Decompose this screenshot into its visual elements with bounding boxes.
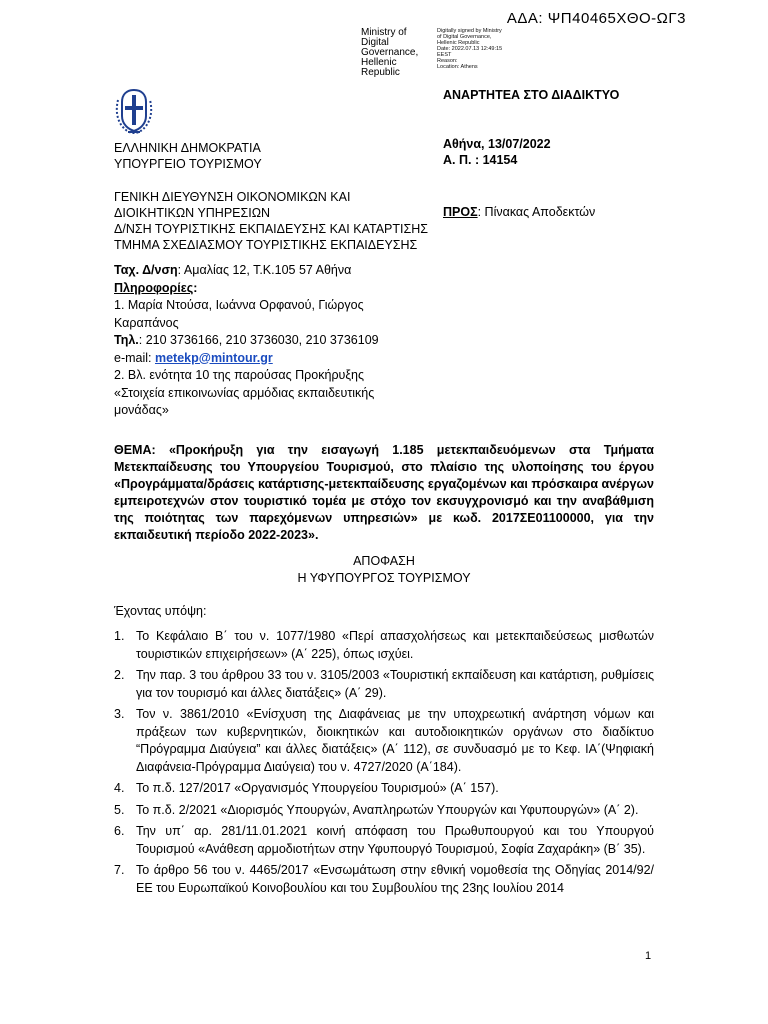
department-line: ΤΜΗΜΑ ΣΧΕΔΙΑΣΜΟΥ ΤΟΥΡΙΣΤΙΚΗΣ ΕΚΠΑΙΔΕΥΣΗΣ bbox=[114, 238, 418, 252]
recipients bbox=[443, 204, 595, 220]
decision-authority: Η ΥΦΥΠΟΥΡΓΟΣ ΤΟΥΡΙΣΜΟΥ bbox=[297, 571, 471, 585]
info-label: Πληροφορίες bbox=[114, 280, 194, 295]
list-item-text: Το π.δ. 2/2021 «Διορισμός Υπουργών, Αναπληρωτών Υπουργών και Υφυπουργών» (Α΄ 2). bbox=[136, 802, 639, 817]
info-line bbox=[114, 280, 404, 298]
email-line bbox=[114, 350, 404, 368]
signature-detail-line: of Digital Governance, bbox=[437, 34, 492, 40]
recipients-value: : Πίνακας Αποδεκτών bbox=[477, 205, 596, 219]
subject-paragraph: ΘΕΜΑ: «Προκήρυξη για την εισαγωγή 1.185 μετεκπαιδευόμενων στα Τμήματα Μετεκπαίδευσης του Υπουργείου Τουρισμού, στο πλαίσιο της υλοποίησης του έργου «Προγράμματα/δράσεις κατάρτισης-μετεκπαίδευσης εργαζομένων και πρόσκαιρα ανέργων εμπειροτεχνών στον τουριστικό τομέα με στόχο τον εκσυγχρονισμό και την αναβάθμιση της ποιότητας των παρεχόμενων υπηρεσιών» με κωδ. 2017ΣΕ01100000, για την εκπαιδευτική περίοδο 2022-2023». bbox=[114, 443, 654, 542]
list-item-text: Την παρ. 3 του άρθρου 33 του ν. 3105/2003 «Τουριστική εκπαίδευση και κατάρτιση, ρυθμίσεις για τον τουρισμό και άλλες διατάξεις» (Α΄ 29). bbox=[136, 668, 654, 700]
list-item-text: Την υπ΄ αρ. 281/11.01.2021 κοινή απόφαση του Πρωθυπουργού και του Υπουργού Τουρισμού «Ανάθεση αρμοδιοτήτων στην Υφυπουργό Τουρισμού, Σοφία Ζαχαράκη» (Β΄ 35). bbox=[136, 824, 654, 856]
page-number: 1 bbox=[645, 950, 652, 962]
people-line: Καραπάνος bbox=[114, 315, 179, 330]
ministry-title: ΥΠΟΥΡΓΕΙΟ ΤΟΥΡΙΣΜΟΥ bbox=[114, 157, 262, 171]
list-item-text: Το π.δ. 127/2017 «Οργανισμός Υπουργείου Τουρισμού» (Α΄ 157). bbox=[136, 781, 499, 795]
address-value: : Αμαλίας 12, Τ.Κ.105 57 Αθήνα bbox=[177, 263, 352, 277]
ada-code: ΑΔΑ: ΨΠ40465ΧΘΟ-ΩΓ3 bbox=[506, 10, 686, 27]
list-item bbox=[114, 802, 654, 820]
signature-detail-line: Location: Athens bbox=[437, 64, 478, 70]
list-item-number: 7. bbox=[114, 863, 125, 877]
greek-coat-of-arms-icon bbox=[114, 86, 154, 134]
signature-name-line: Ministry of Digital bbox=[361, 27, 407, 48]
post-notice: ΑΝΑΡΤΗΤΕΑ ΣΤΟ ΔΙΑΔΙΚΤΥΟ bbox=[443, 88, 620, 102]
recipients-label: ΠΡΟΣ bbox=[443, 205, 478, 219]
reference-line: «Στοιχεία επικοινωνίας αρμόδιας εκπαιδευτικής bbox=[114, 385, 375, 400]
reference-line: 2. Βλ. ενότητα 10 της παρούσας Προκήρυξης bbox=[114, 368, 364, 382]
phone-value: : 210 3736166, 210 3736030, 210 3736109 bbox=[138, 333, 379, 347]
address-line bbox=[114, 262, 404, 280]
list-item-number: 4. bbox=[114, 781, 125, 795]
department-line: ΓΕΝΙΚΗ ΔΙΕΥΘΥΝΣΗ ΟΙΚΟΝΟΜΙΚΩΝ ΚΑΙ bbox=[114, 190, 351, 204]
list-item-number: 5. bbox=[114, 802, 125, 817]
signature-name-line: Governance, bbox=[361, 47, 419, 58]
contact-block bbox=[114, 262, 404, 420]
list-item bbox=[114, 628, 654, 663]
list-item bbox=[114, 823, 654, 858]
phone-line bbox=[114, 332, 404, 350]
list-item bbox=[114, 667, 654, 702]
republic-title: ΕΛΛΗΝΙΚΗ ΔΗΜΟΚΡΑΤΙΑ bbox=[114, 141, 261, 155]
list-item-text: Το Κεφάλαιο Β΄ του ν. 1077/1980 «Περί απασχολήσεως και μετεκπαιδεύσεως μισθωτών τουριστικών επιχειρήσεων» (Α΄ 225), όπως ισχύει. bbox=[136, 629, 654, 661]
list-item-text: Το άρθρο 56 του ν. 4465/2017 «Ενσωμάτωση στην εθνική νομοθεσία της Οδηγίας 2014/92/ΕΕ του Ευρωπαϊκού Κοινοβουλίου και του Συμβουλίου της 23ης Ιουλίου 2014 bbox=[136, 863, 654, 895]
considering-label: Έχοντας υπόψη: bbox=[114, 604, 207, 618]
list-item bbox=[114, 862, 654, 897]
email-label: e-mail: bbox=[114, 350, 155, 365]
signature-detail-line: Hellenic Republic bbox=[437, 40, 480, 46]
list-item-number: 3. bbox=[114, 707, 125, 721]
list-item-number: 2. bbox=[114, 668, 125, 682]
info-colon: : bbox=[193, 280, 198, 295]
signature-detail-line: EEST bbox=[437, 52, 452, 58]
phone-label: Τηλ. bbox=[114, 333, 139, 347]
reference-line: μονάδας» bbox=[114, 403, 169, 417]
signature-name bbox=[361, 28, 433, 78]
signature-detail-line: Digitally signed by Ministry bbox=[437, 28, 502, 34]
list-item bbox=[114, 780, 654, 798]
signature-detail-line: Date: 2022.07.13 12:49:15 bbox=[437, 46, 503, 52]
department-line: ΔΙΟΙΚΗΤΙΚΩΝ ΥΠΗΡΕΣΙΩΝ bbox=[114, 206, 271, 220]
email-link[interactable]: metekp@mintour.gr bbox=[154, 350, 273, 365]
list-item bbox=[114, 706, 654, 776]
address-label: Ταχ. Δ/νση bbox=[114, 263, 178, 277]
department-line: Δ/ΝΣΗ ΤΟΥΡΙΣΤΙΚΗΣ ΕΚΠΑΙΔΕΥΣΗΣ ΚΑΙ ΚΑΤΑΡΤΙΣΗΣ bbox=[114, 222, 428, 236]
list-item-number: 6. bbox=[114, 824, 125, 838]
people-line: 1. Μαρία Ντούσα, Ιωάννα Ορφανού, Γιώργος bbox=[114, 298, 364, 312]
signature-detail-line: Reason: bbox=[437, 58, 458, 64]
document-date: Αθήνα, 13/07/2022 bbox=[443, 137, 551, 151]
decision-title: ΑΠΟΦΑΣΗ bbox=[353, 554, 415, 568]
list-item-text: Τον ν. 3861/2010 «Ενίσχυση της Διαφάνειας με την υποχρεωτική ανάρτηση νόμων και πράξεων των κυβερνητικών, διοικητικών και αυτοδιοικητικών οργάνων στο διαδίκτυο “Πρόγραμμα Διαύγεια” και άλλες διατάξεις» (Α΄ 112), σε συνδυασμό με το Κεφ. ΙΑ΄(Ψηφιακή Διαφάνεια-Πρόγραμμα Διαύγεια) του ν. 4727/2020 (Α΄184). bbox=[136, 707, 654, 774]
signature-details bbox=[437, 28, 527, 70]
legal-basis-list bbox=[114, 628, 654, 901]
list-item-number: 1. bbox=[114, 629, 125, 643]
signature-name-line: Hellenic Republic bbox=[361, 57, 400, 78]
protocol-number: Α. Π. : 14154 bbox=[443, 153, 518, 167]
